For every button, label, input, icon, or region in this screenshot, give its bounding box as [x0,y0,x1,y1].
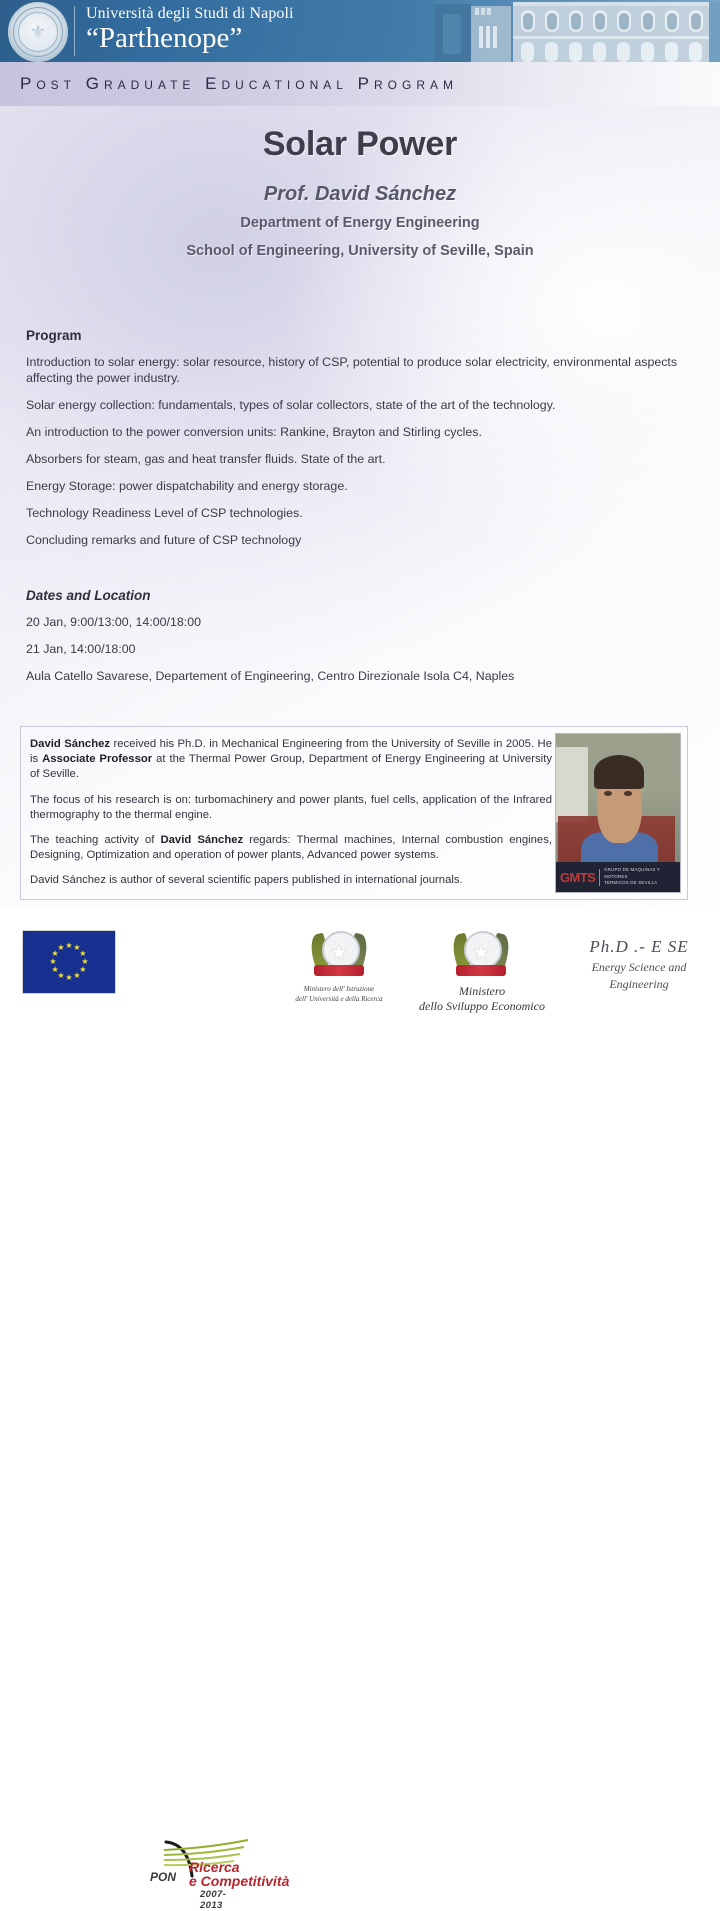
pon-line1: Ricerca [189,1859,240,1875]
dates-heading: Dates and Location [26,588,151,603]
bio-p1-mid2: at the Thermal Power Group, Department of Energy Engineering at University of Seville. [30,753,552,781]
phd-ese-logo [564,936,714,992]
speaker-name: Prof. David Sánchez [263,183,457,205]
program-item: Absorbers for steam, gas and heat transfer fluids. State of the art. [26,452,386,466]
eu-star-icon: ★ [57,970,65,980]
bio-p1-mid1: received his Ph.D. in Mechanical Engineering from the University of Seville in 2005. He is [30,738,552,766]
gmts-subtitle-line1: GRUPO DE MAQUINAS Y MOTORES [604,867,660,879]
program-item: Concluding remarks and future of CSP technology [26,533,302,547]
pon-line2: e Competitività [189,1873,290,1889]
header-divider [74,6,75,56]
ministry-istruzione-emblem-icon: ★ [310,926,368,982]
header-title-group [86,5,294,54]
bio-paragraph-1 [30,737,552,783]
program-item: Introduction to solar energy: solar resource, history of CSP, potential to produce solar electricity, environmental aspects affecting the power industry. [26,355,678,385]
university-nickname: “Parthenope” [86,22,243,54]
ministry-sviluppo-line2: dello Sviluppo Economico [419,999,545,1013]
program-item: Technology Readiness Level of CSP technologies. [26,506,303,520]
program-type-band [0,62,720,106]
title-block [0,124,720,262]
university-name: Università degli Studi di Napoli [86,5,294,22]
gmts-subtitle-line2: TERMICOS DE SEVILLA [604,880,658,886]
program-heading: Program [26,328,82,343]
gmts-logo [556,862,680,892]
bio-name-bold: David Sánchez [30,738,111,750]
bio-paragraph-3 [30,833,552,863]
dates-location-section [26,588,691,684]
speaker-photo [555,733,681,893]
program-item: An introduction to the power conversion units: Rankine, Brayton and Stirling cycles. [26,425,482,439]
location-item: Aula Catello Savarese, Departement of Engineering, Centro Direzionale Isola C4, Naples [26,669,515,683]
speaker-department: Department of Energy Engineering [240,215,480,231]
pon-years: 2007-2013 [200,1889,227,1911]
eu-star-icon: ★ [51,949,59,958]
bio-name-bold: David Sánchez [160,834,244,847]
page-title: Solar Power [262,125,458,163]
university-seal-icon: ⚜ [8,2,68,62]
parthenope-building-image [435,0,720,62]
eu-star-icon: ★ [65,973,73,982]
eu-star-icon: ★ [49,957,57,966]
eu-star-icon: ★ [73,943,81,953]
bio-p3-pre: The teaching activity of [30,834,161,847]
program-item: Solar energy collection: fundamentals, types of solar collectors, state of the art of the technology. [26,398,556,412]
date-item: 20 Jan, 9:00/13:00, 14:00/18:00 [26,615,201,629]
eu-star-icon: ★ [57,943,65,953]
eu-star-icon: ★ [51,965,59,974]
eu-star-icon: ★ [79,949,87,958]
program-item: Energy Storage: power dispatchability and energy storage. [26,479,348,493]
gmts-logo-text: GMTS [560,869,596,885]
bio-paragraph-2: The focus of his research is on: turbomachinery and power plants, fuel cells, application of the Infrared thermography to the thermal engine. [30,793,552,821]
phd-ese-title: Ph.D .- E SE [589,937,689,956]
page-footer [0,908,720,1911]
bio-role-bold: Associate Professor [42,753,153,766]
bio-p3-post: regards: Thermal machines, Internal combustion engines, Designing, Optimization and operation of power plants, Advanced power systems. [30,834,552,862]
ministry-istruzione-line2: dell' Università e della Ricerca [295,995,383,1003]
eu-star-icon: ★ [79,965,87,974]
speaker-institution: School of Engineering, University of Seville, Spain [186,243,534,259]
ministry-sviluppo-emblem-icon: ★ [452,926,510,982]
eu-star-icon: ★ [73,970,81,980]
pon-label: PON [150,1870,177,1884]
bio-paragraph-4: David Sánchez is author of several scientific papers published in international journals. [30,874,463,887]
phd-ese-subtitle-line2: Engineering [609,977,669,991]
program-type-label: Post Graduate Educational Program [20,74,458,93]
european-union-flag-icon [22,930,116,994]
page-header [0,0,720,62]
ministry-sviluppo-caption [398,984,566,1014]
program-section [26,328,691,548]
ministry-istruzione-line1: Ministero dell' Istruzione [303,985,375,993]
bio-text-column [30,737,552,889]
eu-star-icon: ★ [81,957,89,966]
ministry-sviluppo-line1: Ministero [458,984,506,998]
speaker-bio-box [20,726,688,900]
date-item: 21 Jan, 14:00/18:00 [26,642,136,656]
ministry-istruzione-caption [282,984,396,1004]
phd-ese-subtitle-line1: Energy Science and [591,960,687,974]
eu-star-icon: ★ [65,941,73,950]
